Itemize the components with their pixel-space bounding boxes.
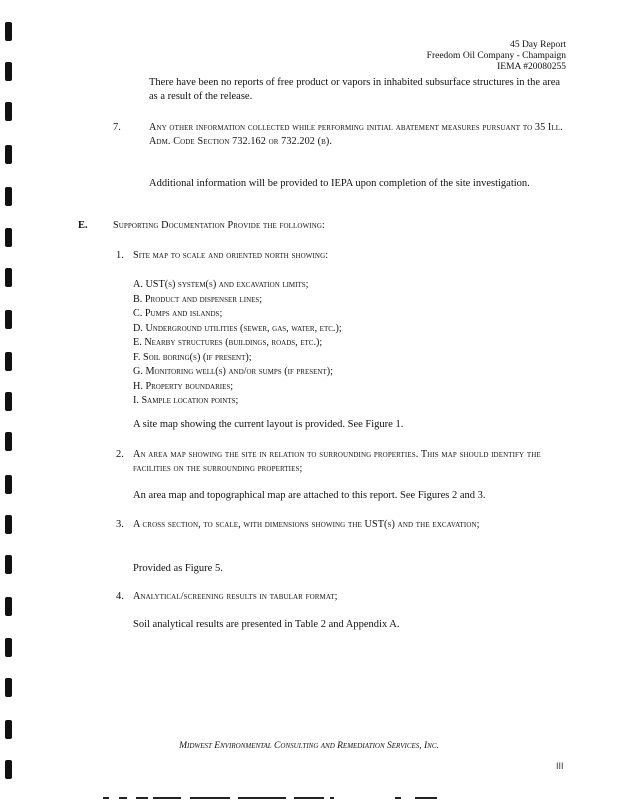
punch-hole — [5, 555, 12, 574]
list-item: H. Property boundaries; — [133, 380, 234, 392]
item3-number: 3. — [116, 519, 124, 530]
punch-hole — [5, 187, 12, 206]
page-footer: Midwest Environmental Consulting and Remediation Services, Inc. — [179, 741, 439, 751]
item7-text: Additional information will be provided to IEPA upon completion of the site investigation. — [149, 178, 530, 189]
item1-text: A site map showing the current layout is provided. See Figure 1. — [133, 419, 404, 430]
item1-checklist — [133, 278, 553, 409]
item4-text: Soil analytical results are presented in Table 2 and Appendix A. — [133, 619, 400, 630]
item1-number: 1. — [116, 250, 124, 261]
punch-hole — [5, 720, 12, 739]
punch-hole — [5, 22, 12, 41]
punch-hole — [5, 515, 12, 534]
item4-number: 4. — [116, 591, 124, 602]
punch-hole — [5, 268, 12, 287]
header-company: Freedom Oil Company - Champaign — [426, 51, 566, 61]
scan-mark — [119, 797, 127, 799]
item4-heading: Analytical/screening results in tabular format; — [133, 591, 338, 602]
header-incident-number: IEMA #20080255 — [497, 62, 566, 72]
section-e-heading: Supporting Documentation Provide the following: — [113, 220, 325, 231]
page-mark: III — [556, 761, 564, 771]
scan-mark — [238, 797, 286, 799]
punch-hole — [5, 102, 12, 121]
item1-heading: Site map to scale and oriented north showing: — [133, 250, 329, 261]
punch-hole — [5, 62, 12, 81]
punch-hole — [5, 228, 12, 247]
punch-hole — [5, 678, 12, 697]
scan-mark — [190, 797, 230, 799]
item7-number: 7. — [113, 122, 121, 133]
list-item: A. UST(s) system(s) and excavation limits; — [133, 279, 309, 290]
scan-mark — [294, 797, 324, 799]
header-title: 45 Day Report — [510, 40, 566, 50]
punch-hole — [5, 310, 12, 329]
intro-paragraph: There have been no reports of free product or vapors in inhabited subsurface structures in the area as a result of the release. — [149, 77, 561, 102]
list-item: F. Soil boring(s) (if present); — [133, 351, 252, 363]
list-item: I. Sample location points; — [133, 395, 239, 406]
item3-heading: A cross section, to scale, with dimensions showing the UST(s) and the excavation; — [133, 519, 480, 530]
section-e-letter: E. — [78, 220, 88, 231]
list-item: D. Underground utilities (sewer, gas, water, etc.); — [133, 322, 342, 334]
punch-hole — [5, 597, 12, 616]
punch-hole — [5, 638, 12, 657]
item3-text: Provided as Figure 5. — [133, 563, 223, 574]
punch-hole — [5, 760, 12, 779]
list-item: E. Nearby structures (buildings, roads, etc.); — [133, 337, 323, 348]
scan-mark — [153, 797, 181, 799]
scan-mark — [415, 797, 437, 799]
scan-mark — [103, 797, 109, 799]
scan-mark — [136, 797, 148, 799]
scan-mark — [395, 797, 401, 799]
scan-mark — [330, 797, 334, 799]
report-header — [346, 40, 566, 73]
item2-heading: An area map showing the site in relation to surrounding properties. This map should identify the facilities on the surrounding properties; — [133, 449, 541, 474]
punch-hole — [5, 352, 12, 371]
item7-heading: Any other information collected while performing initial abatement measures pursuant to 35 Ill. Adm. Code Section 732.162 or 732.202 (b). — [149, 122, 563, 147]
item2-text: An area map and topographical map are attached to this report. See Figures 2 and 3. — [133, 490, 486, 501]
punch-hole — [5, 432, 12, 451]
punch-hole — [5, 145, 12, 164]
list-item: G. Monitoring well(s) and/or sumps (if present); — [133, 366, 333, 377]
list-item: B. Product and dispenser lines; — [133, 293, 263, 305]
punch-hole — [5, 475, 12, 494]
punch-hole — [5, 392, 12, 411]
list-item: C. Pumps and islands; — [133, 308, 223, 319]
item2-number: 2. — [116, 449, 124, 460]
